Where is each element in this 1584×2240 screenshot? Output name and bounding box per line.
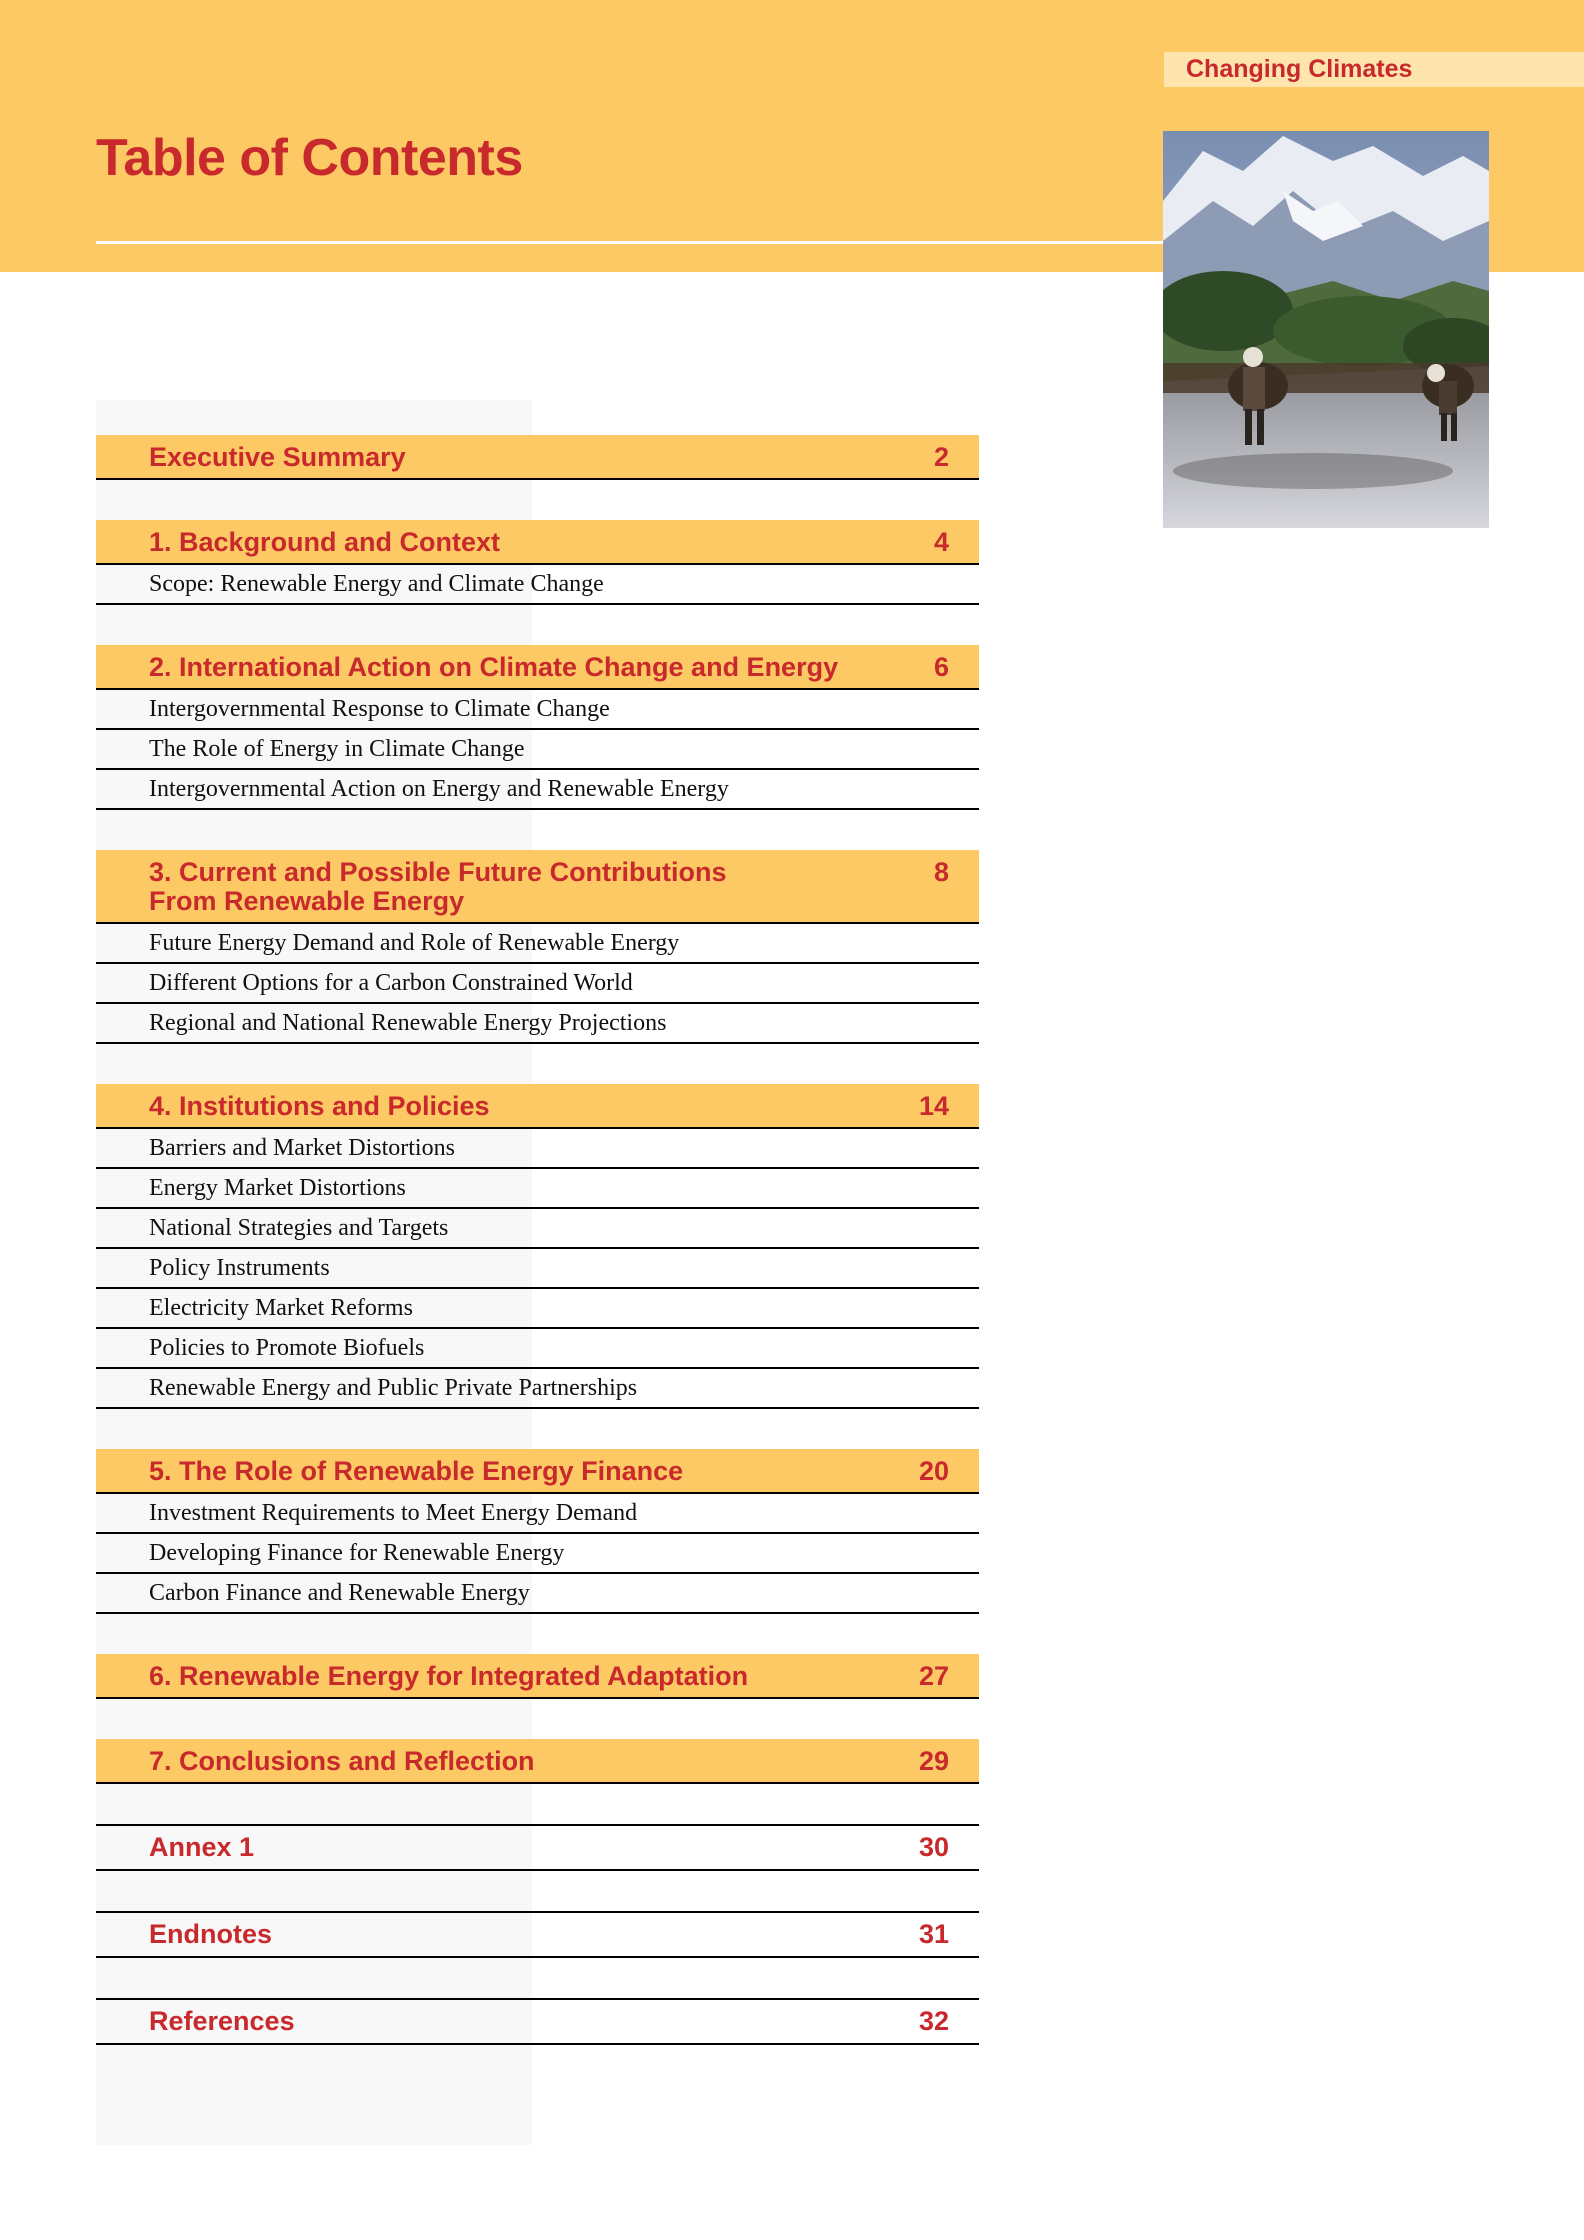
toc-subsection[interactable]: Policy Instruments	[96, 1249, 979, 1289]
toc-section-heading[interactable]	[96, 1911, 979, 1958]
toc-section	[96, 1998, 979, 2045]
toc-subsection[interactable]: Future Energy Demand and Role of Renewable Energy	[96, 924, 979, 964]
toc-section-title: 5. The Role of Renewable Energy Finance	[149, 1456, 684, 1486]
toc-section-title: 7. Conclusions and Reflection	[149, 1746, 535, 1776]
toc-section-heading[interactable]	[96, 850, 979, 924]
toc-subsection[interactable]: Scope: Renewable Energy and Climate Change	[96, 565, 979, 605]
toc-section-title: Endnotes	[149, 1919, 273, 1949]
toc-section	[96, 1654, 979, 1699]
toc-section	[96, 1824, 979, 1871]
series-label: Changing Climates	[1164, 52, 1584, 87]
photo-illustration	[1163, 131, 1489, 528]
toc-subsection[interactable]: The Role of Energy in Climate Change	[96, 730, 979, 770]
toc-section	[96, 1911, 979, 1958]
toc-subsection[interactable]: Different Options for a Carbon Constrained World	[96, 964, 979, 1004]
title-rule	[96, 241, 1164, 244]
toc-section	[96, 435, 979, 480]
toc-page-number: 4	[933, 527, 949, 557]
toc-subsection[interactable]: National Strategies and Targets	[96, 1209, 979, 1249]
toc-page-number: 20	[918, 1456, 949, 1486]
toc-section-title: References	[149, 2006, 295, 2036]
toc-page-number: 2	[933, 442, 949, 472]
toc-section-title: 6. Renewable Energy for Integrated Adaptation	[149, 1661, 749, 1691]
toc-section-title: 4. Institutions and Policies	[149, 1091, 490, 1121]
toc-subsection[interactable]: Regional and National Renewable Energy Projections	[96, 1004, 979, 1044]
toc-section-heading[interactable]	[96, 1654, 979, 1699]
toc-subsection[interactable]: Carbon Finance and Renewable Energy	[96, 1574, 979, 1614]
toc-section-heading[interactable]	[96, 1084, 979, 1129]
table-of-contents	[96, 435, 979, 2085]
toc-page-number: 14	[918, 1091, 949, 1121]
toc-page-number: 8	[933, 857, 949, 887]
toc-subsection[interactable]: Barriers and Market Distortions	[96, 1129, 979, 1169]
toc-subsection[interactable]: Policies to Promote Biofuels	[96, 1329, 979, 1369]
toc-section	[96, 1084, 979, 1409]
toc-page-number: 30	[918, 1832, 949, 1862]
toc-subsection[interactable]: Developing Finance for Renewable Energy	[96, 1534, 979, 1574]
toc-subsection[interactable]: Electricity Market Reforms	[96, 1289, 979, 1329]
toc-section-title: From Renewable Energy	[149, 886, 465, 916]
toc-section	[96, 645, 979, 810]
toc-page-number: 32	[918, 2006, 949, 2036]
toc-subsection[interactable]: Energy Market Distortions	[96, 1169, 979, 1209]
toc-section-title: 3. Current and Possible Future Contributions	[149, 857, 727, 887]
toc-section-heading[interactable]	[96, 1739, 979, 1784]
toc-section-title: Annex 1	[149, 1832, 255, 1862]
toc-section	[96, 1449, 979, 1614]
toc-page-number: 6	[933, 652, 949, 682]
mountain-road-photo	[1163, 131, 1489, 528]
toc-section-heading[interactable]	[96, 1449, 979, 1494]
toc-section-heading[interactable]	[96, 520, 979, 565]
toc-section-heading[interactable]	[96, 435, 979, 480]
toc-section	[96, 520, 979, 605]
page-title: Table of Contents	[96, 129, 523, 187]
toc-section	[96, 1739, 979, 1784]
toc-section-title: 2. International Action on Climate Change and Energy	[149, 652, 839, 682]
toc-page-number: 29	[918, 1746, 949, 1776]
toc-section-heading[interactable]	[96, 1824, 979, 1871]
toc-subsection[interactable]: Renewable Energy and Public Private Partnerships	[96, 1369, 979, 1409]
toc-section-heading[interactable]	[96, 645, 979, 690]
toc-subsection[interactable]: Intergovernmental Action on Energy and Renewable Energy	[96, 770, 979, 810]
toc-subsection[interactable]: Intergovernmental Response to Climate Change	[96, 690, 979, 730]
toc-section-heading[interactable]	[96, 1998, 979, 2045]
toc-page-number: 31	[918, 1919, 949, 1949]
toc-section-title: 1. Background and Context	[149, 527, 501, 557]
toc-subsection[interactable]: Investment Requirements to Meet Energy Demand	[96, 1494, 979, 1534]
toc-section-title: Executive Summary	[149, 442, 406, 472]
toc-page-number: 27	[918, 1661, 949, 1691]
toc-section	[96, 850, 979, 1044]
